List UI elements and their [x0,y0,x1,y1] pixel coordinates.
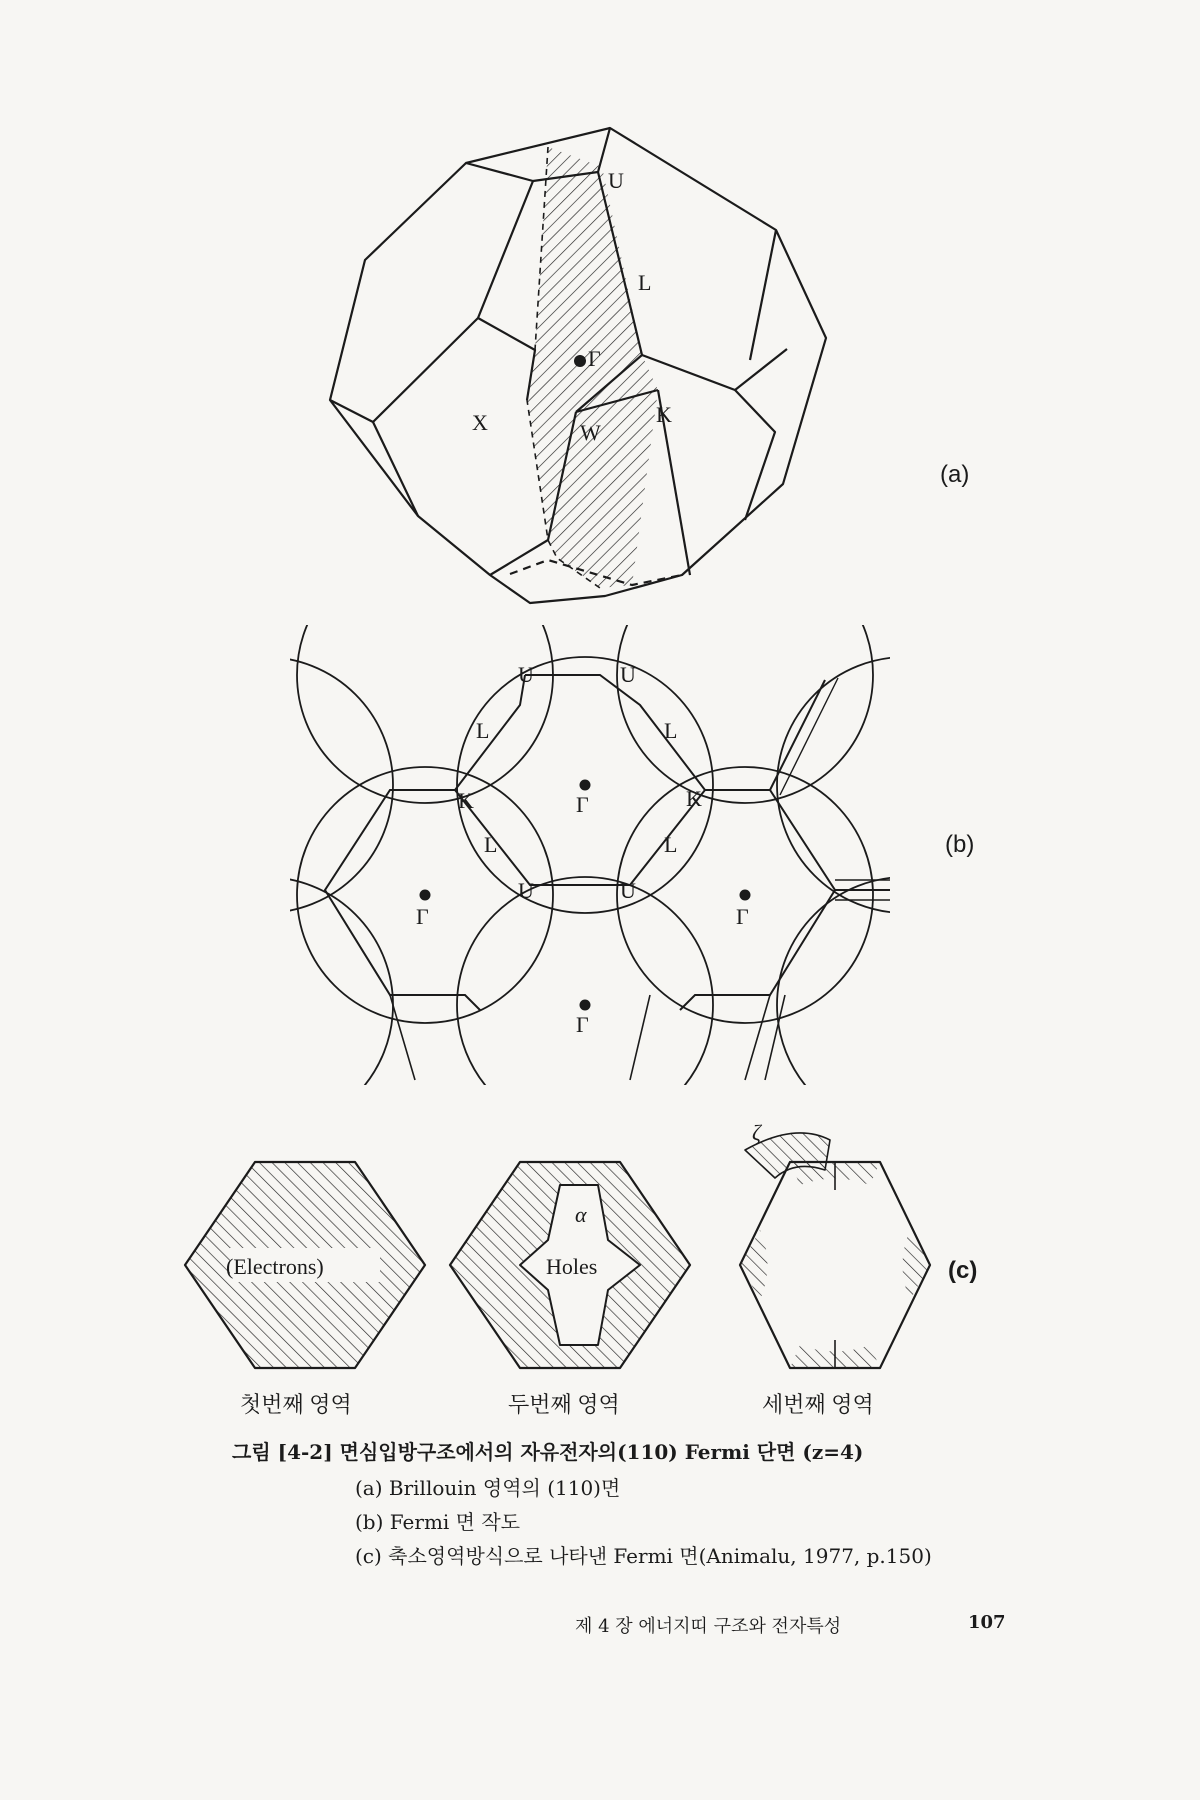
caption-line-a: (a) Brillouin 영역의 (110)면 [355,1476,621,1500]
top-face [466,128,610,181]
zone-label-second: 두번째 영역 [508,1392,620,1417]
left-face-edge [373,181,533,422]
label-U-a: U [608,168,624,193]
alpha-label: α [575,1202,587,1227]
right-face-edge-3 [750,230,776,360]
brillouin-zone-diagram [330,128,826,603]
panel-label-a: (a) [940,461,970,488]
panel-label-b: (b) [945,831,975,858]
holes-label: Holes [546,1254,598,1279]
fermi-circle-ul [297,547,553,803]
label-gamma-a: Γ [588,346,601,371]
right-face-edge-2 [735,390,775,520]
label-gamma-b-bottom: Γ [576,1012,589,1037]
label-L-b-2: L [664,718,678,743]
label-U-b-1: U [518,662,534,687]
label-L-b-3: L [484,832,498,857]
label-L-b-1: L [476,718,490,743]
panel-label-c: (c) [948,1257,978,1284]
label-gamma-b-right: Γ [736,904,749,929]
fermi-circle-ur [617,547,873,803]
running-footer-chapter: 제 4 장 에너지띠 구조와 전자특성 [575,1616,842,1637]
gamma-point [574,355,586,367]
label-K-b-2: K [686,786,702,811]
label-W-a: W [580,420,601,445]
zone-label-first: 첫번째 영역 [240,1392,352,1417]
label-gamma-b-top: Γ [576,792,589,817]
label-U-b-2: U [620,662,636,687]
fermi-construction-diagram [137,547,1033,1133]
label-K-b-1: K [458,788,474,813]
page-number: 107 [968,1612,1006,1633]
fermi-circle-far-left [137,657,393,913]
label-K-a: K [656,402,672,427]
figure-caption-title: 그림 [4-2] 면심입방구조에서의 자유전자의(110) Fermi 단면 (z=4) [232,1440,864,1464]
label-L-a: L [638,270,652,295]
fermi-circle-far-left-low [137,877,393,1133]
label-L-b-4: L [664,832,678,857]
right-face-edge [642,349,787,390]
label-U-b-4: U [620,878,636,903]
label-gamma-b-left: Γ [416,904,429,929]
electrons-label: (Electrons) [226,1254,324,1279]
zeta-label: ζ [752,1120,761,1145]
zone-boundary-left [325,790,480,1010]
label-X-a: X [472,410,488,435]
label-U-b-3: U [518,878,534,903]
zone-label-third: 세번째 영역 [762,1392,874,1417]
third-zone-hexagon [740,1162,930,1368]
reduced-zone-diagram [185,1133,930,1368]
caption-line-c: (c) 축소영역방식으로 나타낸 Fermi 면(Animalu, 1977, p.150) [355,1544,932,1568]
fermi-circle-far-right-low [777,877,1033,1133]
x-face-edge [478,318,535,400]
caption-line-b: (b) Fermi 면 작도 [355,1510,520,1534]
zone-boundary-right [680,790,835,1010]
fermi-circle-far-right [777,657,1033,913]
